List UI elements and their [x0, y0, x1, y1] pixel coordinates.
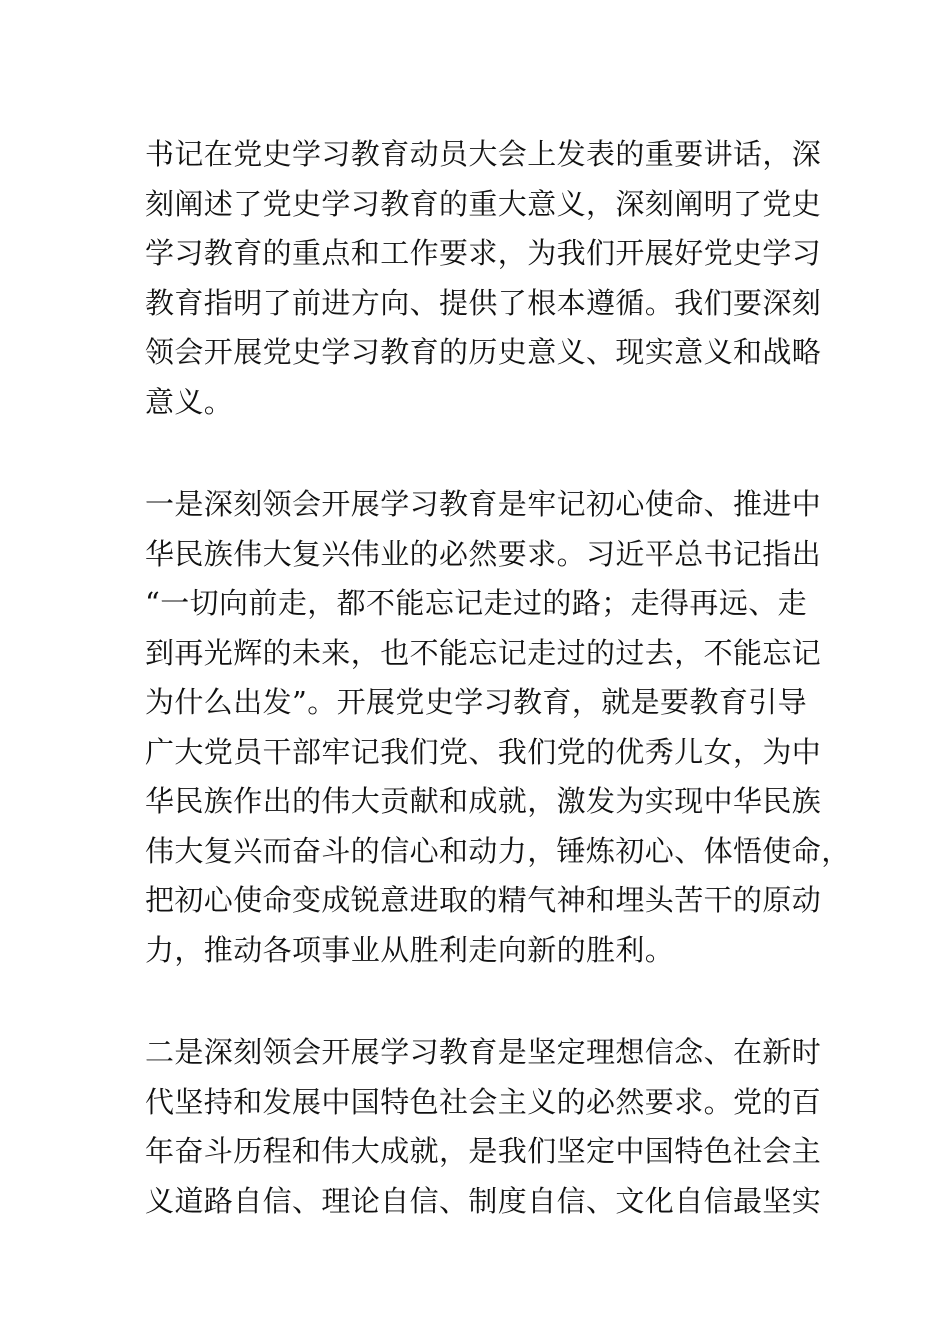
text-line: 为什么出发”。开展党史学习教育，就是要教育引导 [145, 685, 808, 719]
paragraph-1 [145, 130, 835, 427]
paragraph-spacer [145, 975, 835, 1028]
text-line: 广大党员干部牢记我们党、我们党的优秀儿女，为中 [145, 734, 822, 769]
paragraph-spacer [145, 427, 835, 480]
text-line: 华民族伟大复兴伟业的必然要求。习近平总书记指出 [145, 536, 822, 571]
text-line: 领会开展党史学习教育的历史意义、现实意义和战略 [145, 335, 822, 369]
paragraph-2 [145, 480, 851, 975]
text-line: 教育指明了前进方向、提供了根本遵循。我们要深刻 [145, 285, 822, 320]
text-line: 代坚持和发展中国特色社会主义的必然要求。党的百 [145, 1084, 822, 1119]
text-line: 学习教育的重点和工作要求，为我们开展好党史学习 [145, 236, 822, 270]
text-line: 伟大复兴而奋斗的信心和动力，锤炼初心、体悟使命， [145, 833, 851, 868]
paragraph-3 [145, 1028, 835, 1226]
text-line: 把初心使命变成锐意进取的精气神和埋头苦干的原动 [145, 883, 822, 917]
text-line: “一切向前走，都不能忘记走过的路；走得再远、走 [145, 586, 808, 620]
text-line: 年奋斗历程和伟大成就，是我们坚定中国特色社会主 [145, 1134, 822, 1168]
document-body [145, 130, 851, 1226]
text-line: 华民族作出的伟大贡献和成就，激发为实现中华民族 [145, 784, 822, 818]
text-line: 力，推动各项事业从胜利走向新的胜利。 [145, 932, 675, 967]
text-line: 义道路自信、理论自信、制度自信、文化自信最坚实 [145, 1183, 822, 1218]
text-line: 刻阐述了党史学习教育的重大意义，深刻阐明了党史 [145, 186, 822, 221]
text-line: 到再光辉的未来，也不能忘记走过的过去，不能忘记 [145, 635, 822, 670]
text-line: 意义。 [145, 384, 234, 419]
text-line: 二是深刻领会开展学习教育是坚定理想信念、在新时 [145, 1035, 822, 1069]
text-line: 一是深刻领会开展学习教育是牢记初心使命、推进中 [145, 487, 822, 521]
text-line: 书记在党史学习教育动员大会上发表的重要讲话，深 [145, 137, 822, 171]
